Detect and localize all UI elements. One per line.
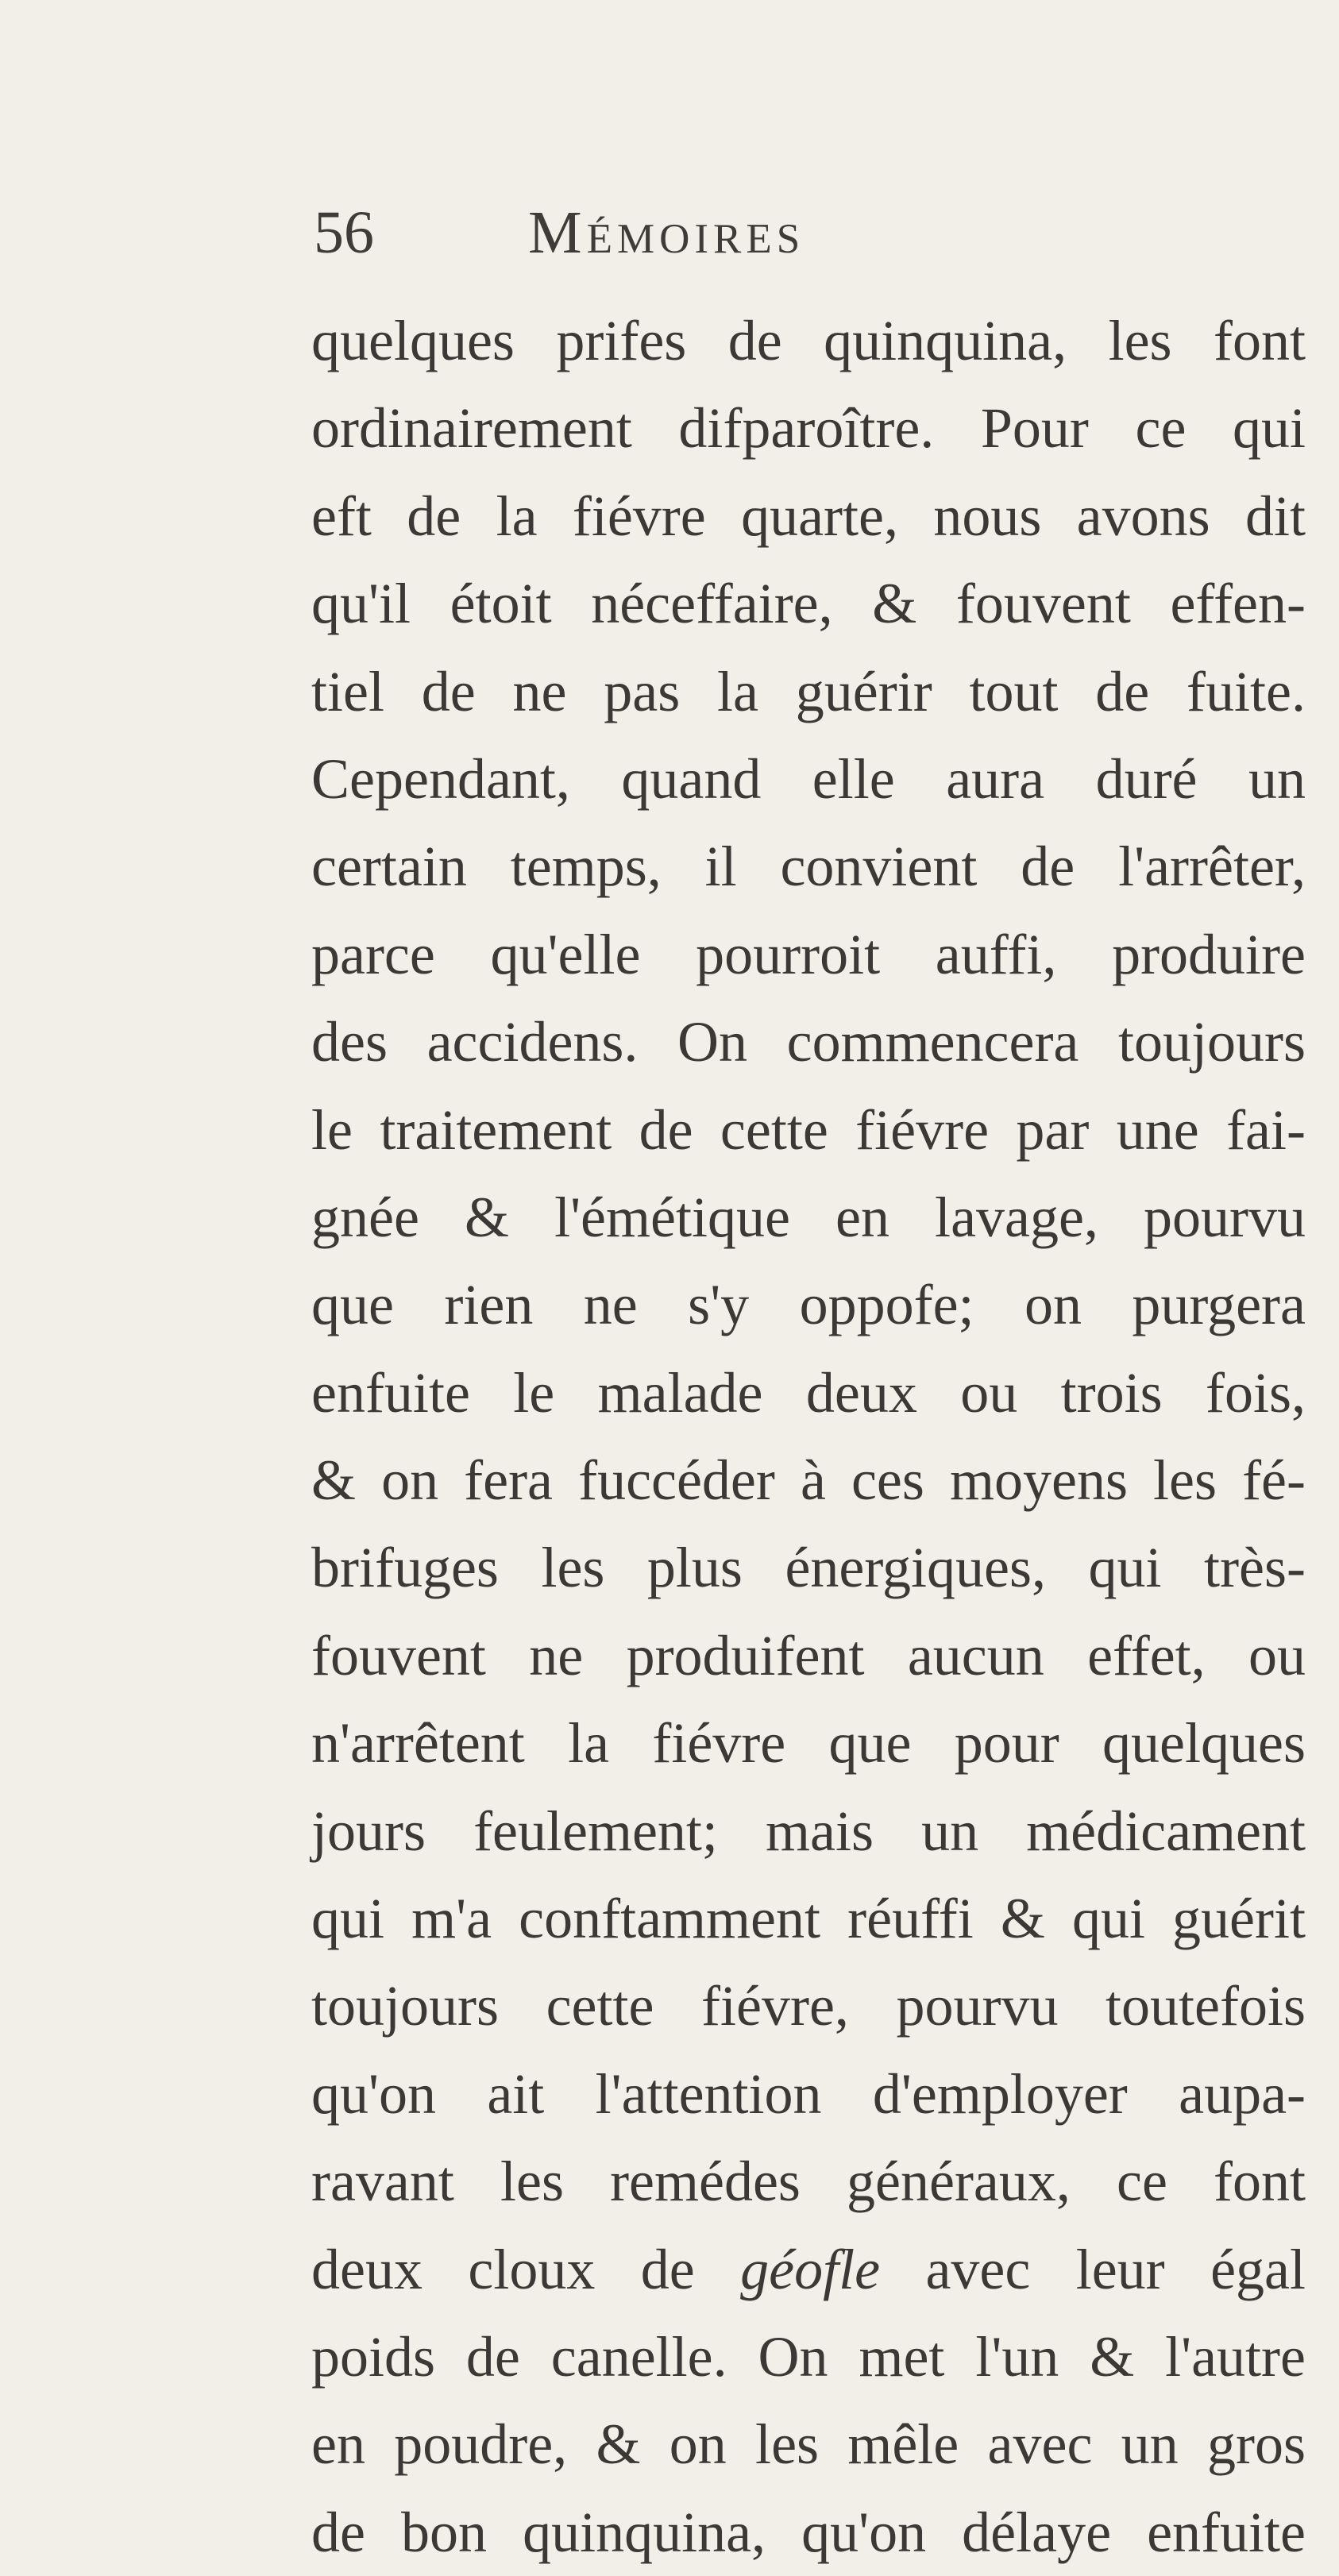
text-line: tiel de ne pas la guérir tout de fuite. xyxy=(311,659,1306,723)
text-line: brifuges les plus énergiques, qui très- xyxy=(311,1536,1306,1600)
text-line: quelques prifes de quinquina, les font xyxy=(311,309,1306,372)
text-line: enfuite le malade deux ou trois fois, xyxy=(311,1360,1306,1425)
line-part-after: avec leur égal xyxy=(880,2237,1306,2301)
text-line: des accidens. On commencera toujours xyxy=(311,1010,1306,1074)
body-text xyxy=(311,297,1306,2576)
text-line: certain temps, il convient de l'arrêter, xyxy=(311,835,1306,899)
text-line: n'arrêtent la fiévre que pour quelques xyxy=(311,1711,1306,1776)
text-line: de bon quinquina, qu'on délaye enfuite xyxy=(311,2500,1306,2564)
text-line: Cependant, quand elle aura duré un xyxy=(311,746,1306,811)
running-head: Mémoires xyxy=(528,199,805,266)
text-line: qui m'a conftamment réuffi & qui guérit xyxy=(311,1887,1306,1951)
italic-word: géofle xyxy=(740,2237,881,2301)
text-line-with-italic xyxy=(311,2226,1306,2313)
text-line: que rien ne s'y oppofe; on purgera xyxy=(311,1273,1306,1337)
text-line: eft de la fiévre quarte, nous avons dit xyxy=(311,484,1306,548)
text-line: qu'il étoit néceffaire, & fouvent effen- xyxy=(311,572,1306,636)
line-part-before: deux cloux de xyxy=(311,2237,741,2301)
text-line: en poudre, & on les mêle avec un gros xyxy=(311,2412,1306,2477)
text-line: & on fera fuccéder à ces moyens les fé- xyxy=(311,1448,1306,1513)
text-line: poids de canelle. On met l'un & l'autre xyxy=(311,2324,1306,2389)
text-line: parce qu'elle pourroit auffi, produire xyxy=(311,922,1306,986)
text-line: fouvent ne produifent aucun effet, ou xyxy=(311,1623,1306,1687)
page-number: 56 xyxy=(314,199,374,266)
text-line: toujours cette fiévre, pourvu toutefois xyxy=(311,1974,1306,2038)
text-line: le traitement de cette fiévre par une fai- xyxy=(311,1097,1306,1162)
text-line: jours feulement; mais un médicament xyxy=(311,1799,1306,1863)
text-line: ordinairement difparoître. Pour ce qui xyxy=(311,396,1306,461)
text-line: qu'on ait l'attention d'employer aupa- xyxy=(311,2061,1306,2126)
page-header xyxy=(314,199,1068,270)
text-line: ravant les remédes généraux, ce font xyxy=(311,2150,1306,2214)
text-line: gnée & l'émétique en lavage, pourvu xyxy=(311,1185,1306,1249)
